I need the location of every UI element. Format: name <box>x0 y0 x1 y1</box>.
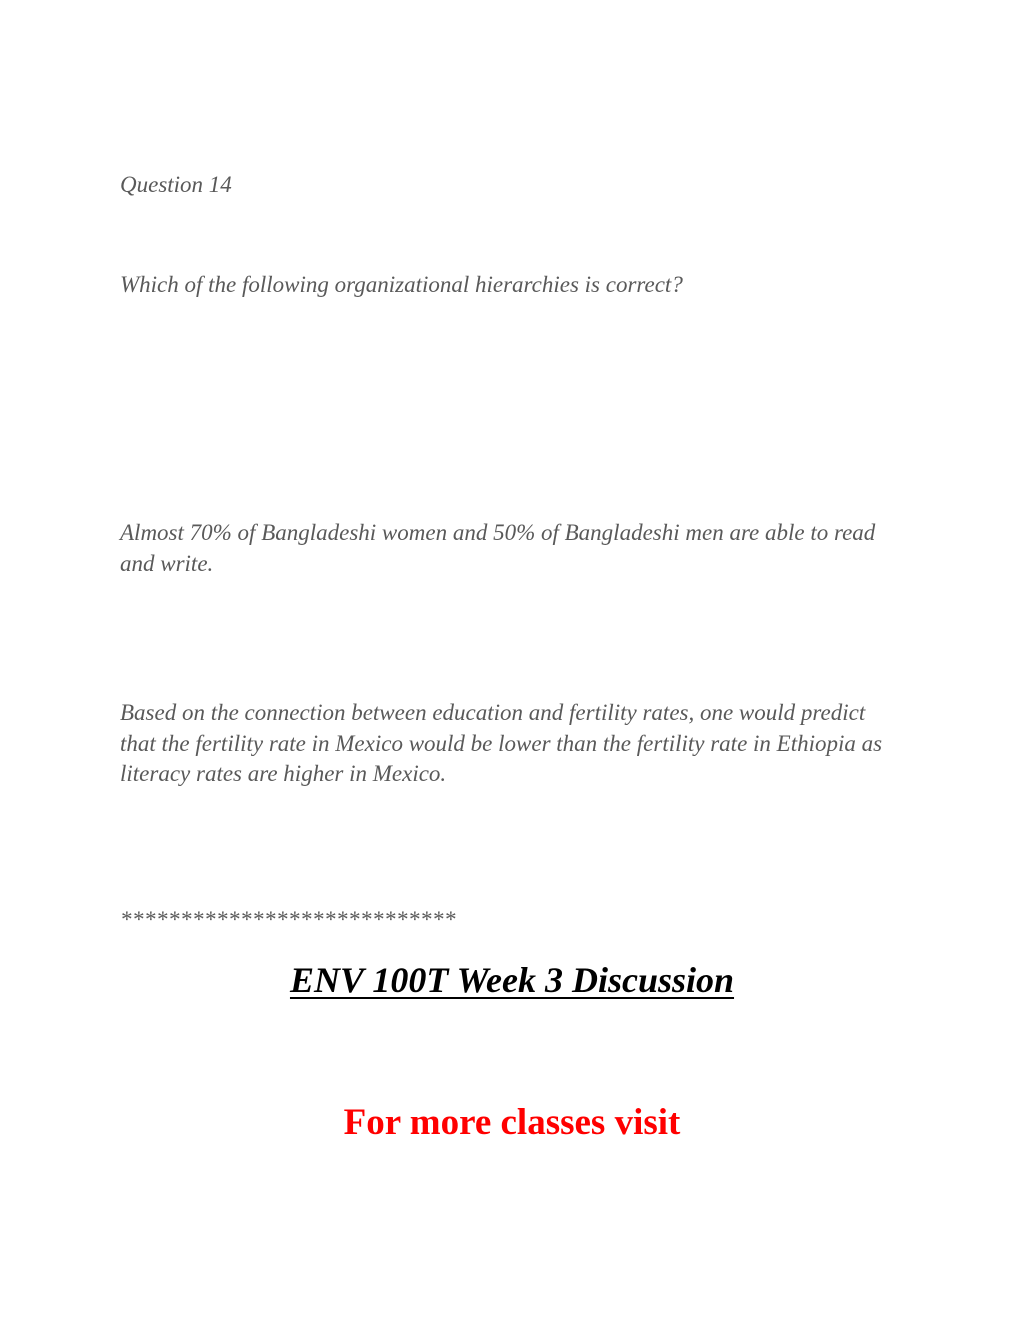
question-prompt: Which of the following organizational hierarchies is correct? <box>120 272 683 297</box>
answer-statement-fertility: Based on the connection between education and fertility rates, one would predict that the fertility rate in Mexico would be lower than the fertility rate in Ethiopia as literacy rates are higher in Mexico. <box>120 700 883 786</box>
course-heading: ENV 100T Week 3 Discussion <box>289 960 735 1000</box>
visit-heading: For more classes visit <box>343 1102 681 1143</box>
question-number: Question 14 <box>120 172 232 197</box>
answer-statement-literacy: Almost 70% of Bangladeshi women and 50% of Bangladeshi men are able to read and write. <box>120 520 876 576</box>
section-separator: **************************** <box>120 907 456 932</box>
